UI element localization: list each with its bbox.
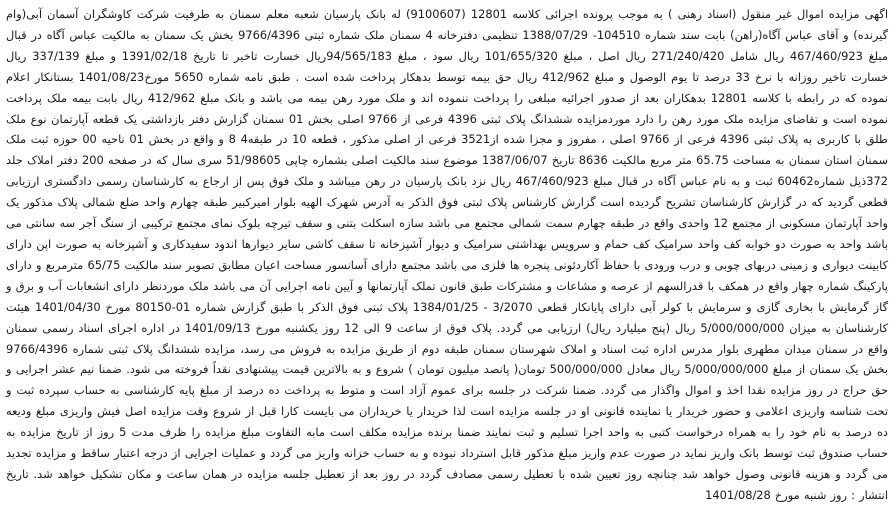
auction-notice-text: اگهی مزایده اموال غیر منقول (اسناد رهنی ) به موجب پرونده اجرائی کلاسه 12801 (9100607) له بانک پارسیان شعبه معلم سمنان به طرفیت شرکت کاوشگران آسمان آبی(وام گیرنده) و آقای عباس آگاه(راهن) بابت سند شماره 104510- 1388/07/29 تنظیمی دفترخانه 4 سمنان ملک شماره ثبتی 9766/4396 بخش یک سمنان به مالکیت عباس آگاه در قبال مبلغ 467/460/923 ریال شامل 271/240/420 ریال اصل ، مبلغ 101/655/320 ریال سود ، مبلغ 94/565/183ریال خسارت تاخیر تا تاریخ 1391/02/18 و مبلغ 337/139 ریال خسارت تاخیر روزانه با نرخ 33 درصد تا یوم الوصول و مبلغ 412/962 ریال حق بیمه توسط بدهکار پرداخت شده است . طبق نامه شماره 5650 مورخ1401/08/23 بستانکار اعلام نموده که در رابطه با کلاسه 12801 بدهکاران بعد از صدور اجرائیه مبلغی را پرداخت ننموده اند و ملک مورد رهن بیمه می باشد و بانک مبلغ 412/962 ریال بابت بیمه ملک پرداخت نموده است و تقاضای مزایده ملک مورد رهن را دارد موردمزایده ششدانگ پلاک ثبتی 4396 فرعی از 9766 اصلی بخش 01 سمنان گزارش دفتر بازداشتی یک قطعه آپارتمان نوع ملک طلق با کاربری به پلاک ثبتی 4396 فرعی از 9766 اصلی ، مفروز و مجزا شده از3521 فرعی از اصلی مذکور ، قطعه 10 در طبقه4 8 و واقع در بخش 01 ناحیه 00 حوزه ثبت ملک سمنان استان سمنان به مساحت 65.75 متر مربع مالکیت 8636 تاریخ 1387/06/07 موضوع سند مالکیت اصلی بشماره چاپی 51/98605 سری سال که در صفحه 200 دفتر املاک جلد 372ذیل شماره60462 ثبت و به نام عباس آگاه در قبال مبلغ 467/460/923 ریال نزد بانک پارسیان در رهن میباشد و ملک فوق پس از ارجاع به کارشناسان رسمی دادگستری ارزیابی قطعی گردید که در گزارش کارشناسان تشریح گردیده است گزارش کارشناس پلاک ثبتی فوق الذکر به آدرس شهرک الهیه بلوار امیرکبیر طبقه چهارم واحد ضلع شمالی پلاک مذکور یک واحد آپارتمان مسکونی از مجتمع 12 واحدی واقع در طبقه چهارم سمت شمالی مجتمع می باشد سازه اسکلت بتنی و سقف تیرچه بلوک نمای مجتمع ترکیبی از سنگ آجر سه سانتی می باشد واحد به صورت دو خوابه کف واحد سرامیک کف حمام و سرویس بهداشتی سرامیک و دیوار آشپزخانه تا سقف کاشی سایر دیوارها اندود سفیدکاری و آشپزخانه به صورت اپن دارای کابینت دیواری و زمینی دربهای چوبی و درب ورودی با حفاظ آکاردئونی پنجره ها فلزی می باشد مجتمع دارای آسانسور مساحت اعیان مطابق تصویر سند مالکیت 65/75 مترمربع و دارای پارکینگ شماره چهار واقع در همکف با قدرالسهم از عرصه و مشاعات و مشترکات طبق قانون تملک آپارتمانها و آیین نامه اجرایی آن می باشد ملک موردنظر دارای انشعابات آب و برق و گاز گرمایش با بخاری گازی و سرمایش با کولر آبی دارای پایانکار قطعی 3/2070 - 1384/01/25 پلاک ثبتی فوق الذکر با طبق گزارش شماره 01-80150 مورخ 1401/04/30 هیئت کارشناسان به میزان 5/000/000/000 ریال (پنج میلیارد ریال) ارزیابی می گردد. پلاک فوق از ساعت 9 الی 12 روز یکشنبه مورخ 1401/09/13 در اداره اجرای اسناد رسمی سمنان واقع در سمنان میدان مطهری بلوار مدرس اداره ثبت اسناد و املاک شهرستان سمنان طبقه دوم از طریق مزایده به فروش می رسد، مزایده ششدانگ پلاک ثبتی شماره 9766/4396 بخش یک سمنان از مبلغ 5/000/000/000 ریال معادل 500/000/000 تومان( پانصد میلیون تومان ) شروع و به بالاترین قیمت پیشنهادی نقداً فروخته می شود. ضمنا نیم عشر اجرایی و حق حراج در روز مزایده نقدا اخذ و اموال واگذار می گردد. ضمنا شرکت در جلسه برای عموم آزاد است و متوط به پرداخت ده درصد از مبلغ پایه کارشناسی به حساب سپرده ثبت و تحت شناسه واریزی اعلامی و حضور خریدار یا نماینده قانونی او در جلسه مزایده است لذا خریدار یا خریداران می بایست کارا قبل از شروع وقت مزایده اصل فیش واریزی مبلغ ودیعه ده درصد به نام خود را به همراه درخواست کتبی به واحد اجرا تسلیم و ثبت نمایند ضمنا برنده مزایده مکلف است مابه التفاوت مبلغ مزایده را ظرف مدت 5 روز از تاریخ مزایده به حساب صندوق ثبت توسط بانک واریز نماید در صورت عدم واریز مبلغ مذکور قابل استرداد نبوده و به حساب خزانه واریز می گردد و عملیات اجرایی از درجه اعتبار ساقط و مزایده تجدید می گردد و هزینه قانونی وصول خواهد شد چنانچه روز تعیین شده با تعطیل رسمی مصادف گردد در روز بعد از تعطیل جلسه مزایده در همان ساعت و مکان تشکیل خواهد شد. تاریخ انتشار : روز شنبه مورخ 1401/08/28 <box>6 7 889 502</box>
